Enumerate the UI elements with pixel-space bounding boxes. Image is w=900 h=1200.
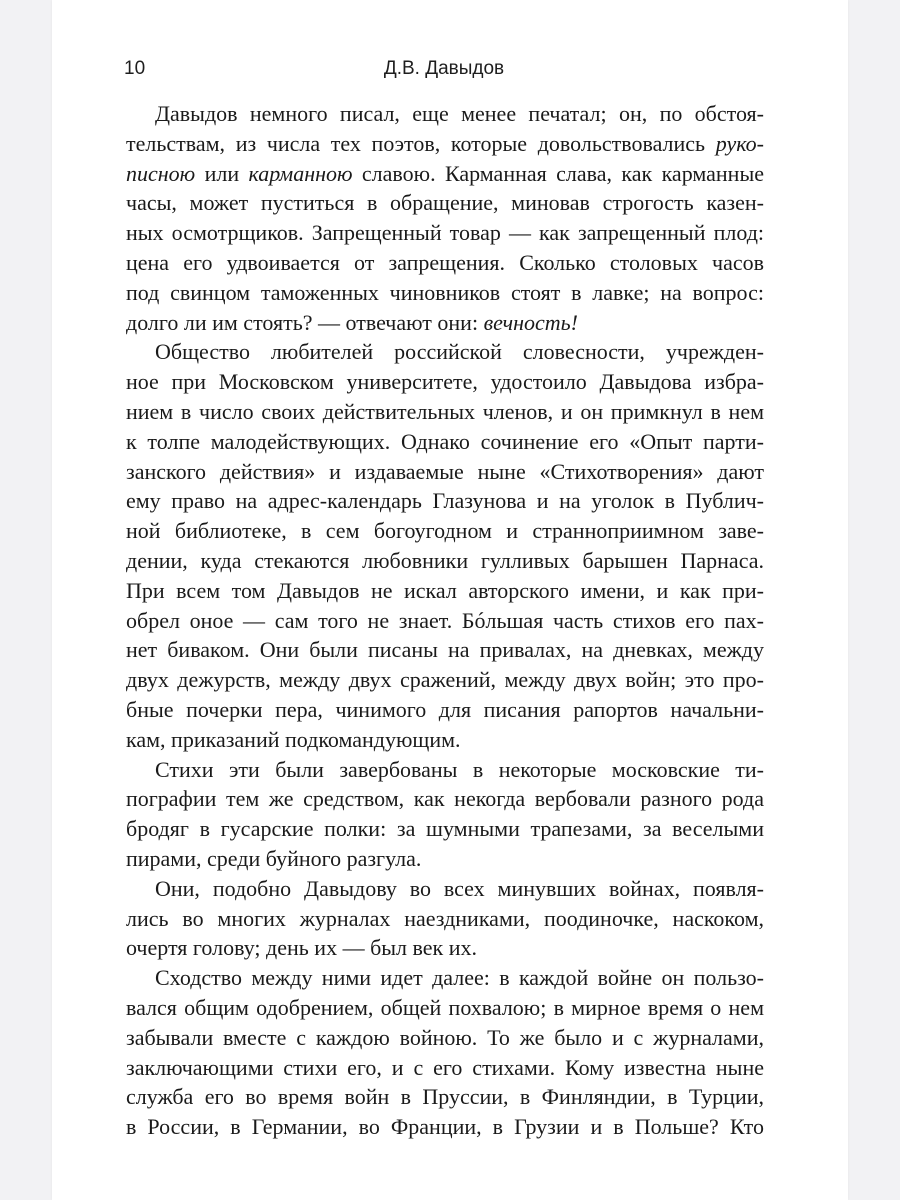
text-run: кам, приказаний подкомандующим. [126, 726, 461, 752]
italic-run: руко- [715, 130, 764, 156]
text-run: служба его во время войн в Пруссии, в Финляндии, в Турции, [126, 1084, 764, 1110]
paragraph [126, 99, 764, 337]
text-run: двух дежурств, между двух сражений, между двух войн; это про- [126, 667, 764, 693]
text-line [126, 576, 764, 606]
text-line [126, 308, 764, 338]
text-run: Сходство между ними идет далее: в каждой войне он пользо- [155, 965, 764, 991]
text-run: занского действия» и издаваемые ныне «Стихотворения» дают [126, 458, 764, 484]
text-run: нием в число своих действительных членов, и он примкнул в нем [126, 398, 764, 424]
text-line [126, 188, 764, 218]
text-run: часы, может пуститься в обращение, миновав строгость казен- [126, 190, 764, 216]
text-run: ных осмотрщиков. Запрещенный товар — как запрещенный плод: [126, 220, 764, 246]
text-run: долго ли им стоять? — отвечают они: [126, 309, 484, 335]
text-line [126, 337, 764, 367]
paragraph [126, 874, 764, 963]
text-line [126, 159, 764, 189]
text-line [126, 993, 764, 1023]
text-run: тельствам, из числа тех поэтов, которые довольствовались [126, 130, 716, 156]
paragraph [126, 337, 764, 754]
text-run: При всем том Давыдов не искал авторского имени, и как при- [126, 577, 764, 603]
text-line [126, 457, 764, 487]
text-run: забывали вместе с каждою войною. То же было и с журналами, [126, 1024, 764, 1050]
text-line [126, 248, 764, 278]
text-line [126, 1023, 764, 1053]
text-run: вался общим одобрением, общей похвалою; в мирное время о нем [126, 994, 764, 1020]
text-run: лись во многих журналах наездниками, поодиночке, наскоком, [126, 905, 764, 931]
text-line [126, 278, 764, 308]
text-line [126, 606, 764, 636]
text-line [126, 874, 764, 904]
text-line [126, 665, 764, 695]
text-run: дении, куда стекаются любовники гулливых барышен Парнаса. [126, 547, 764, 573]
italic-run: писною [126, 160, 196, 186]
paragraph [126, 963, 764, 1142]
running-head [124, 58, 764, 84]
text-run: пографии тем же средством, как некогда вербовали разного рода [126, 786, 764, 812]
text-line [126, 1082, 764, 1112]
text-line [126, 755, 764, 785]
text-line [126, 1112, 764, 1142]
text-line [126, 516, 764, 546]
text-run: цена его удвоивается от запрещения. Сколько столовых часов [126, 249, 764, 275]
body-text [126, 99, 764, 1142]
text-line [126, 784, 764, 814]
text-line [126, 725, 764, 755]
text-run: к толпе малодействующих. Однако сочинение его «Опыт парти- [126, 428, 764, 454]
text-run: очертя голову; день их — был век их. [126, 935, 478, 961]
italic-run: карманною [248, 160, 353, 186]
text-line [126, 1053, 764, 1083]
text-run: обрел оное — сам того не знает. Бóльшая часть стихов его пах- [126, 607, 764, 633]
text-line [126, 367, 764, 397]
text-run: нет биваком. Они были писаны на привалах, на дневках, между [126, 637, 764, 663]
text-line [126, 933, 764, 963]
text-run: ное при Московском университете, удостоило Давыдова избра- [126, 369, 764, 395]
text-line [126, 635, 764, 665]
text-run: ему право на адрес-календарь Глазунова и на уголок в Публич- [126, 488, 764, 514]
text-run: или [195, 160, 249, 186]
text-run: Общество любителей российской словесности, учрежден- [155, 339, 764, 365]
text-line [126, 427, 764, 457]
paragraph [126, 755, 764, 874]
text-run: Стихи эти были завербованы в некоторые московские ти- [155, 756, 764, 782]
page-number: 10 [124, 58, 146, 79]
text-run: заключающими стихи его, и с его стихами. Кому известна ныне [126, 1054, 764, 1080]
text-line [126, 695, 764, 725]
text-run: бные почерки пера, чинимого для писания рапортов начальни- [126, 696, 764, 722]
italic-run: вечность! [483, 309, 578, 335]
text-line [126, 99, 764, 129]
text-run: в России, в Германии, во Франции, в Грузии и в Польше? Кто [126, 1114, 764, 1140]
text-line [126, 129, 764, 159]
text-line [126, 904, 764, 934]
text-run: славою. Карманная слава, как карманные [352, 160, 764, 186]
text-run: Давыдов немного писал, еще менее печатал; он, по обстоя- [155, 101, 764, 126]
text-run: Они, подобно Давыдову во всех минувших войнах, появля- [155, 875, 764, 901]
text-line [126, 397, 764, 427]
text-line [126, 814, 764, 844]
text-run: бродяг в гусарские полки: за шумными трапезами, за веселыми [126, 816, 764, 842]
running-head-title: Д.В. Давыдов [383, 58, 505, 79]
text-run: под свинцом таможенных чиновников стоят в лавке; на вопрос: [126, 279, 764, 305]
text-line [126, 218, 764, 248]
text-line [126, 963, 764, 993]
text-line [126, 546, 764, 576]
text-line [126, 844, 764, 874]
book-page [52, 0, 848, 1200]
text-line [126, 486, 764, 516]
text-run: пирами, среди буйного разгула. [126, 845, 422, 871]
text-run: ной библиотеке, в сем богоугодном и страннoприимном заве- [126, 518, 764, 544]
